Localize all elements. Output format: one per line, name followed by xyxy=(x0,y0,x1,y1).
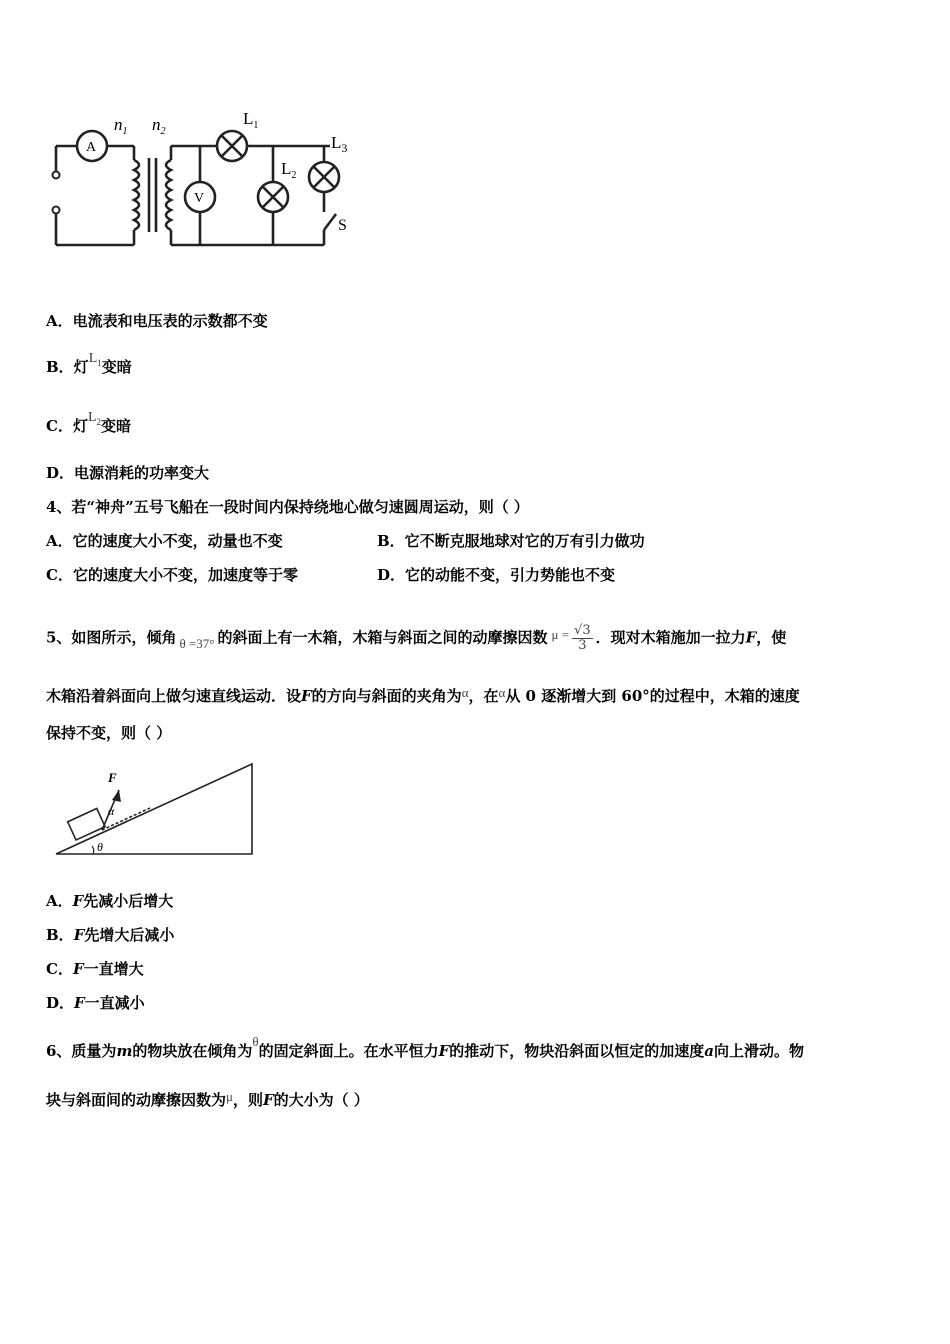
q5-option-c: C．F一直增大 xyxy=(46,960,144,978)
theta-label: θ xyxy=(97,840,103,854)
incline-box-figure xyxy=(52,760,262,860)
q6-stem-line1: 6、质量为m的物块放在倾角为θ的固定斜面上。在水平恒力F的推动下，物块沿斜面以恒定的加速度a向上滑动。物 xyxy=(46,1034,804,1060)
L2-label: $L_2$ xyxy=(281,159,297,181)
n2-label: $n_2$ xyxy=(152,115,166,137)
L3-label: $L_3$ xyxy=(331,133,348,155)
lamp-symbol-l1: $L_1$ xyxy=(88,351,102,368)
q5-option-d: D．F一直减小 xyxy=(46,994,145,1012)
q4-stem: 4、若“神舟”五号飞船在一段时间内保持绕地心做匀速圆周运动，则（ ） xyxy=(46,498,529,516)
q5-option-a: A．F先减小后增大 xyxy=(46,892,174,910)
q6-stem-line2: 块与斜面间的动摩擦因数为μ，则F的大小为（ ） xyxy=(46,1089,369,1109)
q5-stem-line2: 木箱沿着斜面向上做匀速直线运动．设F的方向与斜面的夹角为α，在α从 0 逐渐增大到 60°的过程中，木箱的速度 xyxy=(46,685,800,705)
voltmeter-label: V xyxy=(194,191,205,206)
q4-option-c: C．它的速度大小不变，加速度等于零 xyxy=(46,566,298,584)
n1-label: $n_1$ xyxy=(114,115,128,137)
terminal-bottom xyxy=(53,207,60,214)
q4-option-d: D．它的动能不变，引力势能也不变 xyxy=(377,566,616,584)
mu-fraction: $\frac{√3}{3}$ xyxy=(574,623,591,653)
L1-label: $L_1$ xyxy=(243,109,259,131)
terminal-top xyxy=(53,172,60,179)
force-label: F xyxy=(108,770,117,785)
q3-option-a: A．电流表和电压表的示数都不变 xyxy=(46,312,268,330)
mu-expression: μ = xyxy=(551,626,570,642)
lamp-symbol-l2: $L_2$ xyxy=(87,410,102,427)
ammeter-label: A xyxy=(86,140,97,155)
q5-stem-line3: 保持不变，则（ ） xyxy=(46,724,172,742)
q5-stem-line1: 5、如图所示，倾角 θ =37° 的斜面上有一木箱，木箱与斜面之间的动摩擦因数 μ = $\frac{√3}{3}$ ．现对木箱施加一拉力F，使 xyxy=(46,623,787,653)
q3-option-c: C．灯$L_2$变暗 xyxy=(46,410,132,435)
q4-option-a: A．它的速度大小不变，动量也不变 xyxy=(46,532,283,550)
transformer-circuit-diagram xyxy=(40,100,370,260)
q5-option-b: B．F先增大后减小 xyxy=(46,926,175,944)
q4-option-b: B．它不断克服地球对它的万有引力做功 xyxy=(377,532,645,550)
alpha-label: α xyxy=(108,804,115,818)
theta-expression: θ =37° xyxy=(179,635,215,651)
q3-option-b: B．灯$L_1$变暗 xyxy=(46,351,132,376)
switch-label: S xyxy=(338,217,347,234)
q3-option-d: D．电源消耗的功率变大 xyxy=(46,464,210,482)
